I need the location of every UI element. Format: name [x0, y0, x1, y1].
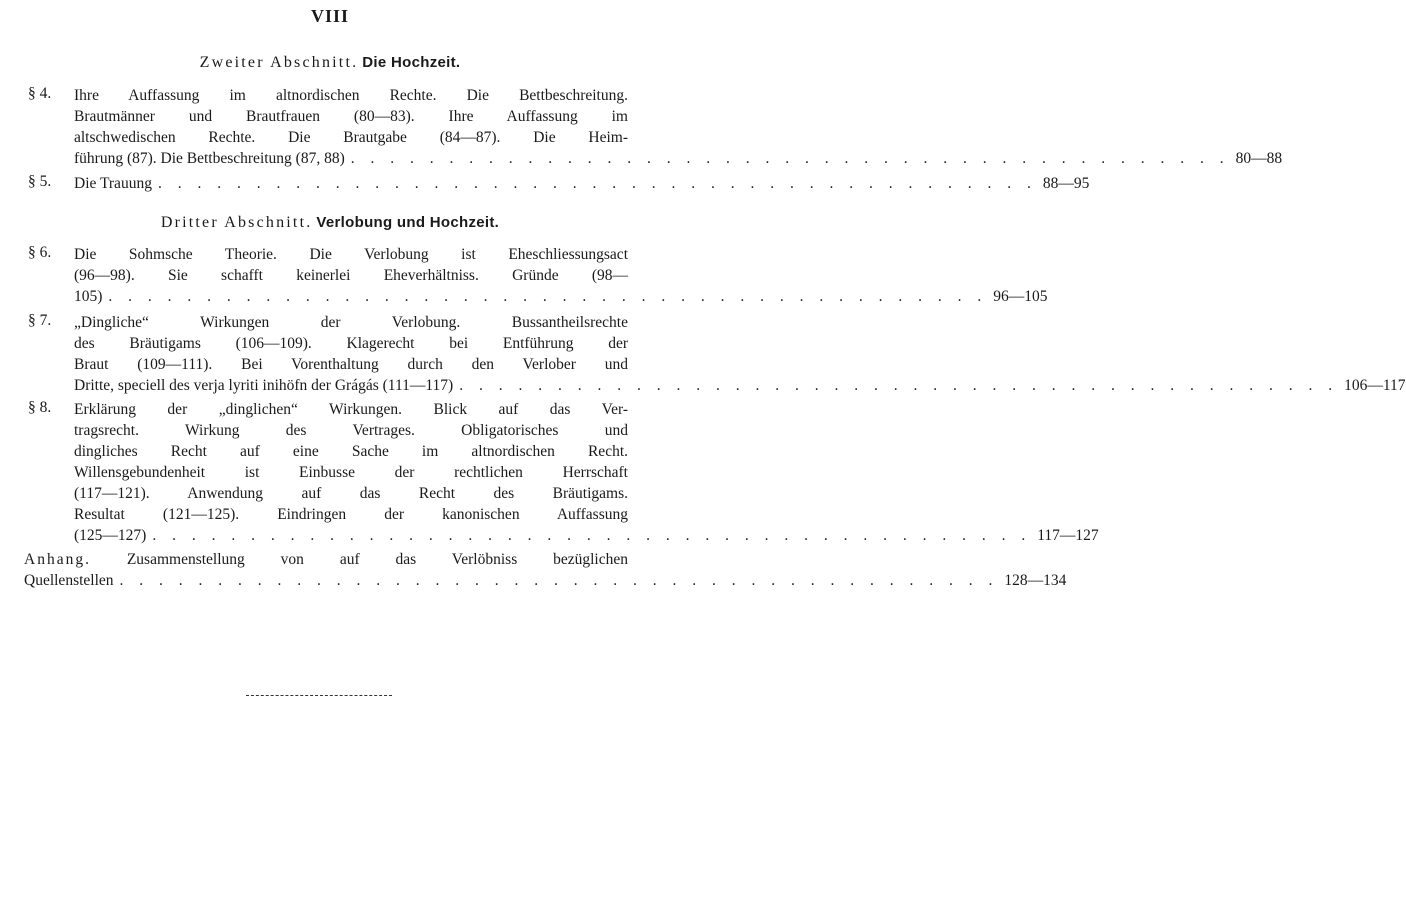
entry-line: führung (87). Die Bettbeschreitung (87, 88)	[74, 150, 345, 167]
entry-line: Braut (109—111). Bei Vorenthaltung durch den Verlober und	[74, 356, 628, 373]
entry-line: Die Trauung	[74, 175, 152, 192]
dot-leader: . . . . . . . . . . . . . . . . . . . . . . . . . . . . . . . . . . . . . . . . . . . . .	[459, 377, 1339, 394]
entry-line: altschwedischen Rechte. Die Brautgabe (84—87). Die Heim-	[74, 129, 628, 146]
dot-leader: . . . . . . . . . . . . . . . . . . . . . . . . . . . . . . . . . . . . . . . . . . . . .	[157, 175, 1037, 192]
page-number: VIII	[310, 6, 349, 26]
entry-line: tragsrecht. Wirkung des Vertrages. Obligatorisches und	[74, 422, 628, 439]
entry-number: § 6.	[28, 244, 52, 261]
page-range: 80—88	[1235, 150, 1283, 167]
appendix-line: Quellenstellen	[24, 572, 114, 589]
appendix-line: Zusammenstellung von auf das Verlöbniss bezüglichen	[126, 551, 628, 568]
dot-leader: . . . . . . . . . . . . . . . . . . . . . . . . . . . . . . . . . . . . . . . . . . . . .	[108, 288, 988, 305]
page-range: 117—127	[1037, 527, 1099, 544]
entry-line: Brautmänner und Brautfrauen (80—83). Ihre Auffassung im	[74, 108, 628, 125]
toc-entry-anhang	[24, 549, 1067, 591]
page-range: 106—117	[1344, 377, 1406, 394]
entry-line: Ihre Auffassung im altnordischen Rechte. Die Bettbeschreitung.	[74, 87, 628, 104]
section-heading-zweiter-abschnitt	[0, 54, 660, 72]
entry-line: Resultat (121—125). Eindringen der kanonischen Auffassung	[74, 506, 628, 523]
page-range: 96—105	[993, 288, 1048, 305]
toc-entry-par-6	[28, 244, 1048, 307]
section-prefix: Dritter Abschnitt.	[160, 214, 313, 231]
toc-entry-par-7	[28, 312, 1406, 396]
toc-entry-par-4	[28, 85, 1283, 169]
page-range: 128—134	[1004, 572, 1067, 589]
entry-line: Dritte, speciell des verja lyriti inihöfn der Grágás (111—117)	[74, 377, 454, 394]
toc-entry-par-8	[28, 399, 1099, 546]
entry-line: 105)	[74, 288, 103, 305]
dot-leader: . . . . . . . . . . . . . . . . . . . . . . . . . . . . . . . . . . . . . . . . . . . . .	[350, 150, 1230, 167]
entry-line: Erklärung der „dinglichen“ Wirkungen. Blick auf das Ver-	[74, 401, 628, 418]
dot-leader: . . . . . . . . . . . . . . . . . . . . . . . . . . . . . . . . . . . . . . . . . . . . .	[152, 527, 1032, 544]
appendix-label: Anhang.	[24, 551, 91, 568]
section-title: Die Hochzeit.	[362, 54, 461, 71]
entry-line: (96—98). Sie schafft keinerlei Eheverhältniss. Gründe (98—	[74, 267, 628, 284]
entry-number: § 7.	[28, 312, 52, 329]
closing-rule	[246, 695, 392, 696]
toc-entry-par-5	[28, 173, 1090, 194]
entry-number: § 8.	[28, 399, 52, 416]
entry-number: § 4.	[28, 85, 52, 102]
entry-number: § 5.	[28, 173, 52, 190]
section-prefix: Zweiter Abschnitt.	[199, 54, 359, 71]
section-title: Verlobung und Hochzeit.	[316, 214, 500, 231]
dot-leader: . . . . . . . . . . . . . . . . . . . . . . . . . . . . . . . . . . . . . . . . . . . . .	[119, 572, 999, 589]
entry-line: des Bräutigams (106—109). Klagerecht bei Entführung der	[74, 335, 628, 352]
entry-line: (117—121). Anwendung auf das Recht des Bräutigams.	[74, 485, 628, 502]
page-range: 88—95	[1042, 175, 1090, 192]
entry-line: Willensgebundenheit ist Einbusse der rechtlichen Herrschaft	[74, 464, 628, 481]
section-heading-dritter-abschnitt	[0, 214, 660, 232]
entry-line: dingliches Recht auf eine Sache im altnordischen Recht.	[74, 443, 628, 460]
entry-line: Die Sohmsche Theorie. Die Verlobung ist Eheschliessungsact	[74, 246, 628, 263]
entry-line: (125—127)	[74, 527, 147, 544]
entry-line: „Dingliche“ Wirkungen der Verlobung. Bussantheilsrechte	[74, 314, 628, 331]
